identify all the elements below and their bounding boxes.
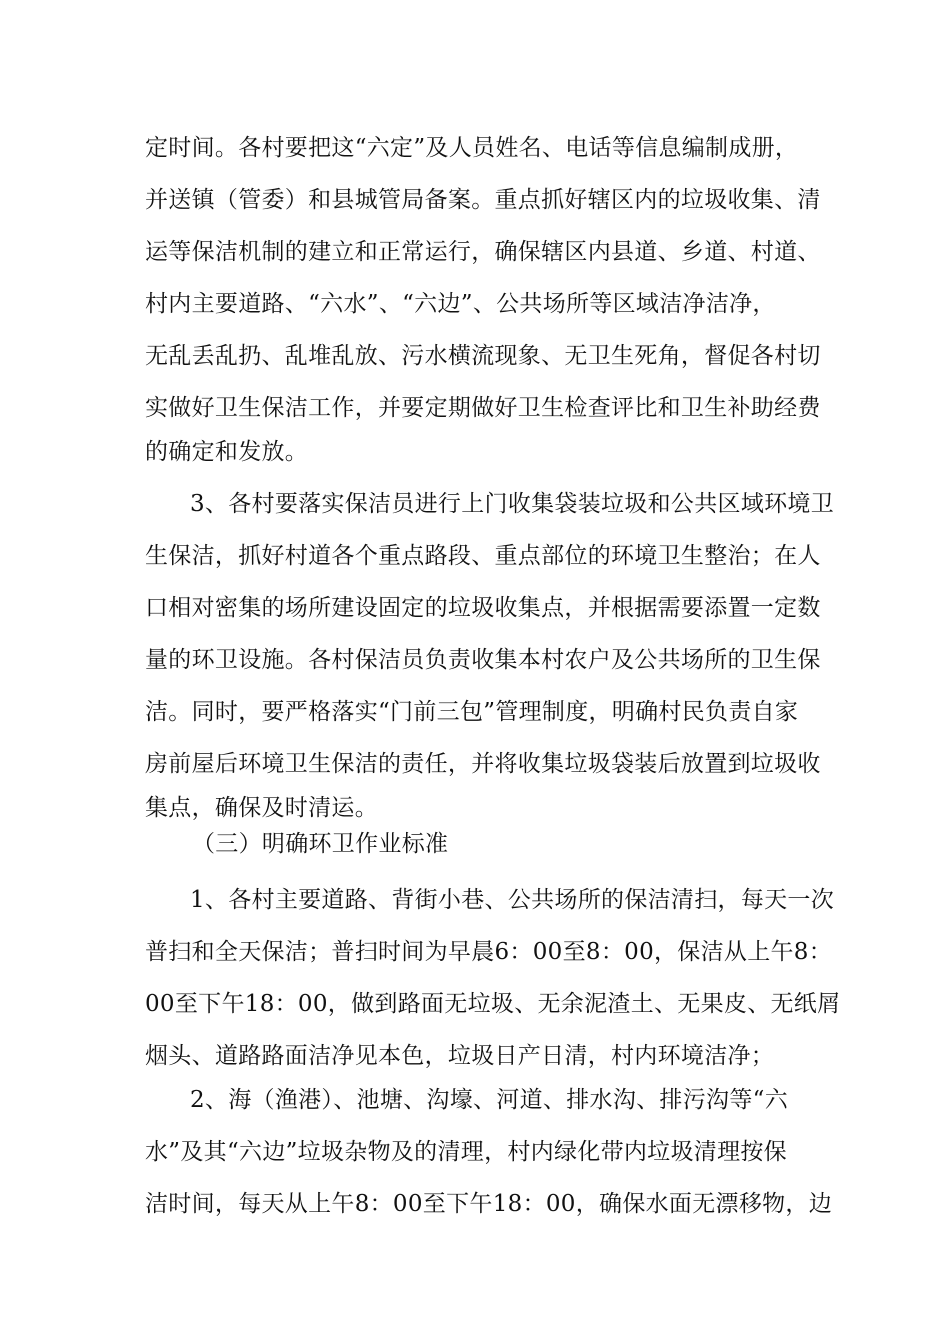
text-line: 洁时间，每天从上午8：00至下午18：00，确保水面无漂移物，边 xyxy=(145,1191,833,1217)
paragraph-first-line: 2、海（渔港）、池塘、沟壕、河道、排水沟、排污沟等“六 xyxy=(190,1087,788,1113)
text-line: 并送镇（管委）和县城管局备案。重点抓好辖区内的垃圾收集、清 xyxy=(145,187,821,213)
text-line: 房前屋后环境卫生保洁的责任，并将收集垃圾袋装后放置到垃圾收 xyxy=(145,751,821,777)
text-line: 量的环卫设施。各村保洁员负责收集本村农户及公共场所的卫生保 xyxy=(145,647,821,673)
text-line: 普扫和全天保洁；普扫时间为早晨6：00至8：00，保洁从上午8： xyxy=(145,939,833,965)
text-line: 口相对密集的场所建设固定的垃圾收集点，并根据需要添置一定数 xyxy=(145,595,821,621)
text-line: 烟头、道路路面洁净见本色，垃圾日产日清，村内环境洁净； xyxy=(145,1043,775,1069)
paragraph-first-line: 3、各村要落实保洁员进行上门收集袋装垃圾和公共区域环境卫 xyxy=(190,491,835,517)
section-heading: （三）明确环卫作业标准 xyxy=(192,831,449,857)
text-line: 定时间。各村要把这“六定”及人员姓名、电话等信息编制成册， xyxy=(145,135,799,161)
text-line: 实做好卫生保洁工作，并要定期做好卫生检查评比和卫生补助经费 xyxy=(145,395,821,421)
text-line: 水”及其“六边”垃圾杂物及的清理，村内绿化带内垃圾清理按保 xyxy=(145,1139,787,1165)
text-line: 的确定和发放。 xyxy=(145,439,309,465)
text-line: 洁。同时，要严格落实“门前三包”管理制度，明确村民负责自家 xyxy=(145,699,799,725)
text-line: 集点，确保及时清运。 xyxy=(145,795,378,821)
text-line: 无乱丢乱扔、乱堆乱放、污水横流现象、无卫生死角，督促各村切 xyxy=(145,343,821,369)
paragraph-first-line: 1、各村主要道路、背街小巷、公共场所的保洁清扫，每天一次 xyxy=(190,887,835,913)
text-line: 00至下午18：00，做到路面无垃圾、无余泥渣土、无果皮、无纸屑 xyxy=(145,991,841,1017)
text-line: 村内主要道路、“六水”、“六边”、公共场所等区域洁净洁净， xyxy=(145,291,776,317)
text-line: 生保洁，抓好村道各个重点路段、重点部位的环境卫生整治；在人 xyxy=(145,543,821,569)
text-line: 运等保洁机制的建立和正常运行，确保辖区内县道、乡道、村道、 xyxy=(145,239,821,265)
